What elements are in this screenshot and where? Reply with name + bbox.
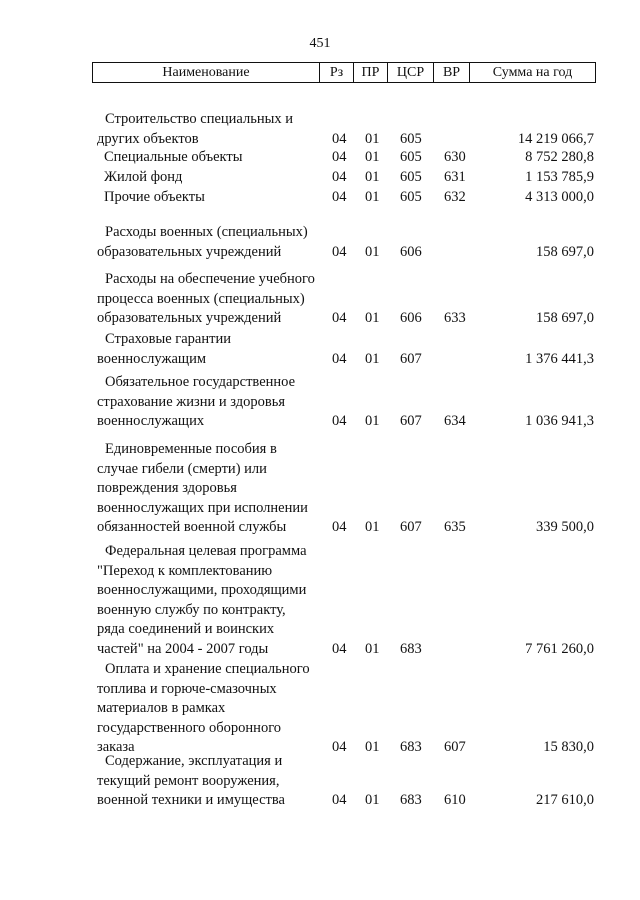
row-rz: 04 bbox=[332, 519, 347, 535]
row-name-line: Содержание, эксплуатация и bbox=[105, 753, 283, 769]
row-rz: 04 bbox=[332, 130, 347, 147]
row-name bbox=[97, 330, 325, 369]
row-csr: 605 bbox=[400, 149, 422, 165]
row-csr: 606 bbox=[400, 310, 422, 326]
row-sum: 4 313 000,0 bbox=[525, 189, 594, 205]
column-header-vr: ВР bbox=[434, 63, 470, 83]
row-rz: 04 bbox=[332, 413, 347, 429]
row-sum: 15 830,0 bbox=[543, 739, 594, 755]
row-sum: 8 752 280,8 bbox=[525, 149, 594, 165]
row-vr: 607 bbox=[444, 739, 466, 755]
row-name-line: ряда соединений и воинских bbox=[97, 621, 275, 637]
column-header-rz: Рз bbox=[320, 63, 354, 83]
column-header-pr: ПР bbox=[354, 63, 388, 83]
row-name-line: государственного оборонного bbox=[97, 719, 282, 736]
row-name-line: образовательных учреждений bbox=[97, 243, 282, 260]
row-csr: 683 bbox=[400, 640, 422, 657]
row-sum: 217 610,0 bbox=[536, 792, 594, 808]
row-name-line: Жилой фонд bbox=[104, 169, 183, 185]
row-rz: 04 bbox=[332, 149, 347, 165]
row-pr: 01 bbox=[365, 149, 380, 165]
column-header-table bbox=[92, 62, 596, 83]
row-sum: 1 376 441,3 bbox=[525, 350, 594, 367]
row-rz: 04 bbox=[332, 640, 347, 657]
row-name-line: Прочие объекты bbox=[104, 189, 205, 205]
row-pr: 01 bbox=[365, 792, 380, 808]
row-name-line: страхование жизни и здоровья bbox=[97, 393, 286, 410]
row-name-line: Страховые гарантии bbox=[105, 331, 231, 347]
row-name bbox=[97, 660, 325, 758]
row-pr: 01 bbox=[365, 640, 380, 657]
column-header-sum: Сумма на год bbox=[470, 63, 596, 83]
row-name bbox=[97, 110, 325, 149]
row-name bbox=[97, 440, 325, 538]
row-name-line: образовательных учреждений bbox=[97, 310, 282, 326]
row-name-line: "Переход к комплектованию bbox=[97, 562, 273, 579]
row-rz: 04 bbox=[332, 310, 347, 326]
row-name-line: заказа bbox=[97, 739, 135, 755]
row-csr: 605 bbox=[400, 130, 422, 147]
row-vr: 610 bbox=[444, 792, 466, 808]
row-name bbox=[104, 188, 332, 208]
row-csr: 607 bbox=[400, 519, 422, 535]
row-sum: 1 036 941,3 bbox=[525, 413, 594, 429]
row-name-line: частей" на 2004 - 2007 годы bbox=[97, 640, 269, 657]
column-header-csr: ЦСР bbox=[388, 63, 434, 83]
row-sum: 7 761 260,0 bbox=[525, 640, 594, 657]
row-name-line: Расходы военных (специальных) bbox=[105, 224, 308, 240]
row-name-line: других объектов bbox=[97, 130, 199, 147]
row-name-line: Специальные объекты bbox=[104, 149, 243, 165]
row-rz: 04 bbox=[332, 243, 347, 260]
row-name bbox=[104, 168, 332, 188]
row-name-line: военнослужащим bbox=[97, 350, 207, 367]
row-name-line: военнослужащих bbox=[97, 413, 205, 429]
row-name bbox=[97, 270, 325, 329]
row-csr: 606 bbox=[400, 243, 422, 260]
row-name bbox=[97, 752, 325, 811]
row-name-line: военную службу по контракту, bbox=[97, 601, 286, 618]
row-sum: 14 219 066,7 bbox=[517, 130, 594, 147]
row-name-line: Расходы на обеспечение учебного bbox=[105, 271, 315, 287]
row-name-line: Обязательное государственное bbox=[105, 374, 296, 390]
column-header-name: Наименование bbox=[93, 63, 320, 83]
row-pr: 01 bbox=[365, 739, 380, 755]
row-name-line: материалов в рамках bbox=[97, 700, 226, 716]
row-name-line: военнослужащих при исполнении bbox=[97, 499, 308, 516]
page-number: 451 bbox=[309, 36, 331, 51]
row-rz: 04 bbox=[332, 169, 347, 185]
row-name bbox=[97, 373, 325, 432]
row-vr: 634 bbox=[444, 413, 466, 429]
row-pr: 01 bbox=[365, 413, 380, 429]
row-rz: 04 bbox=[332, 350, 347, 367]
column-header-row bbox=[93, 63, 596, 83]
row-vr: 631 bbox=[444, 169, 466, 185]
row-pr: 01 bbox=[365, 310, 380, 326]
row-rz: 04 bbox=[332, 189, 347, 205]
row-name bbox=[104, 148, 332, 168]
row-csr: 683 bbox=[400, 792, 422, 808]
row-name-line: топлива и горюче-смазочных bbox=[97, 680, 277, 697]
row-csr: 683 bbox=[400, 739, 422, 755]
row-name-line: обязанностей военной службы bbox=[97, 519, 287, 535]
row-sum: 158 697,0 bbox=[536, 310, 594, 326]
row-pr: 01 bbox=[365, 243, 380, 260]
row-vr: 632 bbox=[444, 189, 466, 205]
row-sum: 1 153 785,9 bbox=[525, 169, 594, 185]
row-name-line: случае гибели (смерти) или bbox=[97, 460, 267, 477]
row-csr: 605 bbox=[400, 189, 422, 205]
row-csr: 605 bbox=[400, 169, 422, 185]
row-csr: 607 bbox=[400, 413, 422, 429]
row-rz: 04 bbox=[332, 792, 347, 808]
row-pr: 01 bbox=[365, 350, 380, 367]
row-pr: 01 bbox=[365, 189, 380, 205]
row-rz: 04 bbox=[332, 739, 347, 755]
row-sum: 158 697,0 bbox=[536, 243, 594, 260]
row-name-line: повреждения здоровья bbox=[97, 480, 237, 496]
row-pr: 01 bbox=[365, 130, 380, 147]
row-name bbox=[97, 223, 325, 262]
row-vr: 630 bbox=[444, 149, 466, 165]
row-name-line: военной техники и имущества bbox=[97, 792, 285, 808]
row-name-line: Оплата и хранение специального bbox=[105, 661, 310, 677]
row-pr: 01 bbox=[365, 519, 380, 535]
row-name-line: военнослужащими, проходящими bbox=[97, 582, 307, 598]
row-name-line: Строительство специальных и bbox=[105, 111, 293, 127]
row-name-line: Федеральная целевая программа bbox=[105, 543, 307, 559]
row-pr: 01 bbox=[365, 169, 380, 185]
row-vr: 635 bbox=[444, 519, 466, 535]
row-csr: 607 bbox=[400, 350, 422, 367]
row-name bbox=[97, 542, 325, 659]
row-name-line: текущий ремонт вооружения, bbox=[97, 772, 280, 789]
row-sum: 339 500,0 bbox=[536, 519, 594, 535]
row-name-line: Единовременные пособия в bbox=[105, 441, 277, 457]
row-name-line: процесса военных (специальных) bbox=[97, 290, 305, 307]
row-vr: 633 bbox=[444, 310, 466, 326]
